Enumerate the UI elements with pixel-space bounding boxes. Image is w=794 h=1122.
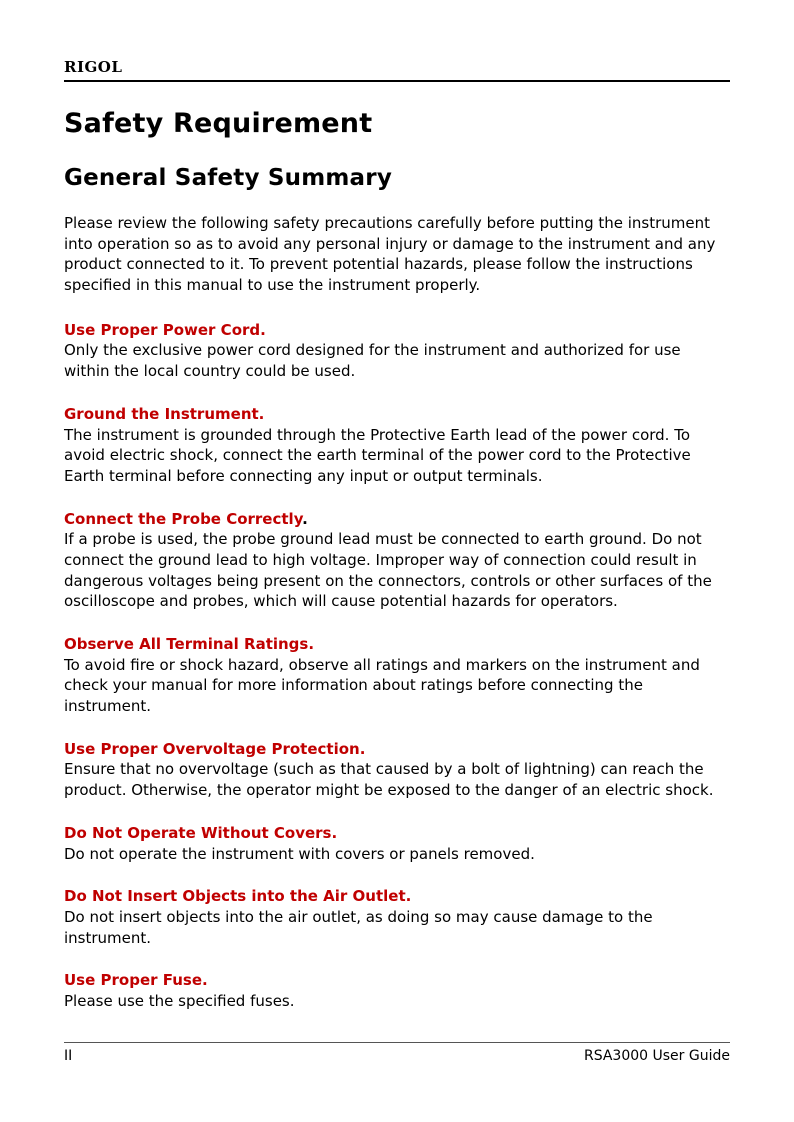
safety-heading-text: Do Not Insert Objects into the Air Outlet. xyxy=(64,887,412,906)
section-title: General Safety Summary xyxy=(64,165,393,191)
safety-section xyxy=(64,320,730,382)
safety-heading xyxy=(64,634,730,655)
safety-section xyxy=(64,886,730,948)
safety-body: Do not insert objects into the air outlet, as doing so may cause damage to the instrument. xyxy=(64,907,653,947)
safety-heading-text: Observe All Terminal Ratings. xyxy=(64,635,315,653)
safety-heading xyxy=(64,886,730,907)
header-rule xyxy=(64,80,730,82)
document-title: RSA3000 User Guide xyxy=(583,1048,730,1064)
safety-heading-text: Use Proper Overvoltage Protection. xyxy=(64,739,366,758)
safety-section xyxy=(64,509,730,612)
safety-heading-text: Connect the Probe Correctly xyxy=(64,509,303,528)
safety-body: To avoid fire or shock hazard, observe all ratings and markers on the instrument and check your manual for more information about ratings before connecting the instrument. xyxy=(64,655,700,716)
safety-section xyxy=(64,404,730,487)
page-number: II xyxy=(64,1048,73,1064)
safety-body: If a probe is used, the probe ground lead must be connected to earth ground. Do not connect the ground lead to high voltage. Improper way of connection could result in dangerous voltages being present on the connectors, controls or other surfaces of the oscilloscope and probes, which will cause potential hazards for operators. xyxy=(64,530,712,611)
safety-section xyxy=(64,823,730,864)
brand-logo: RIGOL xyxy=(64,58,123,76)
safety-body: Only the exclusive power cord designed for the instrument and authorized for use within the local country could be used. xyxy=(64,341,681,381)
safety-section xyxy=(64,634,730,717)
safety-body: Ensure that no overvoltage (such as that caused by a bolt of lightning) can reach the product. Otherwise, the operator might be exposed to the danger of an electric shock. xyxy=(64,760,714,800)
safety-heading-suffix: . xyxy=(302,509,308,528)
safety-body: Do not operate the instrument with covers or panels removed. xyxy=(64,844,535,863)
safety-heading xyxy=(64,970,730,991)
intro-paragraph: Please review the following safety precautions carefully before putting the instrument into operation so as to avoid any personal injury or damage to the instrument and any product connected to it. To prevent potential hazards, please follow the instructions specified in this manual to use the instrument properly. xyxy=(64,214,716,295)
safety-section xyxy=(64,739,730,801)
page-title: Safety Requirement xyxy=(64,108,373,139)
safety-heading-text: Use Proper Power Cord. xyxy=(64,320,266,339)
safety-heading-text: Ground the Instrument. xyxy=(64,404,265,423)
safety-body: Please use the specified fuses. xyxy=(64,991,295,1010)
safety-heading xyxy=(64,739,730,760)
safety-heading-text: Use Proper Fuse. xyxy=(64,971,208,990)
footer-rule xyxy=(64,1042,730,1043)
safety-heading xyxy=(64,823,730,844)
footer-row xyxy=(64,1048,730,1064)
page-footer xyxy=(64,1042,730,1064)
safety-heading xyxy=(64,404,730,425)
safety-section xyxy=(64,970,730,1011)
safety-heading xyxy=(64,509,730,530)
safety-body: The instrument is grounded through the Protective Earth lead of the power cord. To avoid electric shock, connect the earth terminal of the power cord to the Protective Earth terminal before connecting any input or output terminals. xyxy=(64,425,691,485)
safety-heading-text: Do Not Operate Without Covers. xyxy=(64,823,338,842)
page-content xyxy=(64,58,730,1034)
safety-heading xyxy=(64,320,730,341)
